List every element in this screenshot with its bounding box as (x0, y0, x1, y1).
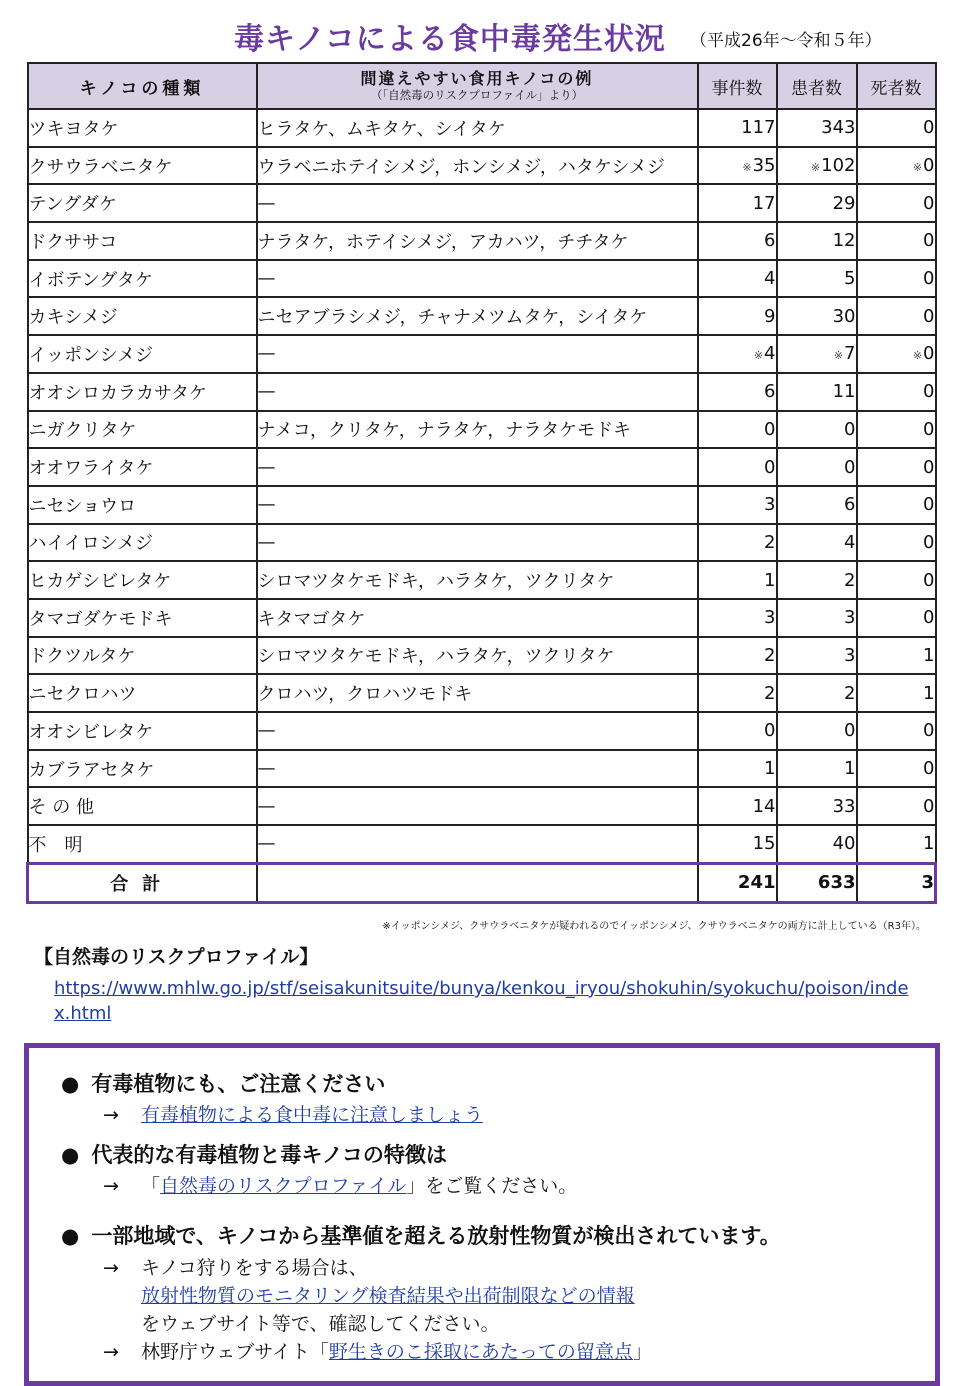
patients-cell: 40 (777, 825, 857, 863)
page-subtitle: （平成26年～令和５年） (690, 31, 882, 51)
edible-example-cell: シロマツタケモドキ，ハラタケ，ツクリタケ (257, 561, 698, 599)
table-row (28, 184, 936, 222)
patients-cell: 2 (777, 561, 857, 599)
incidents-cell: 0 (698, 712, 777, 750)
mushroom-name-cell: タマゴダケモドキ (28, 599, 257, 637)
incidents-cell: 4 (698, 260, 777, 298)
mushroom-name-cell: イボテングタケ (28, 260, 257, 298)
notice-bullet-1: ● 有毒植物にも、ご注意ください (61, 1072, 386, 1096)
table-row (28, 524, 936, 562)
deaths-cell: ※0 (857, 147, 936, 185)
patients-cell: 0 (777, 411, 857, 449)
mushroom-name-cell: オオシロカラカサタケ (28, 373, 257, 411)
header-patients: 患者数 (777, 63, 857, 109)
incidents-cell: 0 (698, 448, 777, 486)
forestry-agency-link[interactable]: 野生きのこ採取にあたっての留意点 (328, 1341, 633, 1363)
table-row (28, 599, 936, 637)
incidents-cell: 6 (698, 373, 777, 411)
risk-profile-link[interactable]: 自然毒のリスクプロファイル (160, 1175, 407, 1197)
patients-cell: 30 (777, 297, 857, 335)
edible-example-cell: ナメコ，クリタケ，ナラタケ，ナラタケモドキ (257, 411, 698, 449)
table-row (28, 750, 936, 788)
deaths-cell: 0 (857, 712, 936, 750)
arrow-icon: → (103, 1257, 119, 1279)
patients-cell: 12 (777, 222, 857, 260)
edible-example-cell: — (257, 712, 698, 750)
notice-sub-2: → 「自然毒のリスクプロファイル」をご覧ください。 (103, 1175, 578, 1197)
mushroom-name-cell: ニセクロハツ (28, 674, 257, 712)
table-row (28, 411, 936, 449)
notice-sub-3: → キノコ狩りをする場合は、 (103, 1257, 368, 1279)
mushroom-name-cell: ニガクリタケ (28, 411, 257, 449)
deaths-cell: 0 (857, 222, 936, 260)
edible-example-cell: — (257, 373, 698, 411)
table-row (28, 825, 936, 863)
table-row (28, 373, 936, 411)
table-row (28, 674, 936, 712)
edible-example-cell: ニセアブラシメジ，チャナメツムタケ，シイタケ (257, 297, 698, 335)
mushroom-name-cell: そ の 他 (28, 787, 257, 825)
deaths-cell: 0 (857, 184, 936, 222)
table-row (28, 637, 936, 675)
mushroom-name-cell: イッポンシメジ (28, 335, 257, 373)
edible-example-cell: — (257, 335, 698, 373)
total-label-cell: 合計 (28, 863, 257, 902)
table-row (28, 147, 936, 185)
patients-cell: 5 (777, 260, 857, 298)
arrow-icon: → (103, 1175, 119, 1197)
page-title: 毒キノコによる食中毒発生状況 (234, 22, 666, 57)
table-row (28, 712, 936, 750)
incidents-cell: 117 (698, 109, 777, 147)
patients-cell: 3 (777, 599, 857, 637)
mushroom-name-cell: ニセショウロ (28, 486, 257, 524)
notice-bullet-2: ● 代表的な有毒植物と毒キノコの特徴は (61, 1143, 447, 1167)
radiation-info-link-line (141, 1281, 635, 1308)
mushroom-name-cell: クサウラベニタケ (28, 147, 257, 185)
table-row (28, 335, 936, 373)
incidents-cell: 3 (698, 486, 777, 524)
deaths-cell: 0 (857, 561, 936, 599)
table-row (28, 222, 936, 260)
incidents-cell: 2 (698, 637, 777, 675)
incidents-cell: ※4 (698, 335, 777, 373)
deaths-cell: 1 (857, 825, 936, 863)
incidents-cell: 2 (698, 524, 777, 562)
patients-cell: ※102 (777, 147, 857, 185)
bullet-icon: ● (61, 1143, 80, 1167)
incidents-cell: 15 (698, 825, 777, 863)
incidents-cell: 0 (698, 411, 777, 449)
edible-example-cell: — (257, 260, 698, 298)
mushroom-name-cell: ドクササコ (28, 222, 257, 260)
patients-cell: 11 (777, 373, 857, 411)
arrow-icon: → (103, 1104, 119, 1126)
note-mark: ※ (833, 349, 844, 363)
patients-cell: 2 (777, 674, 857, 712)
incidents-cell: 17 (698, 184, 777, 222)
patients-cell: 3 (777, 637, 857, 675)
mushroom-name-cell: カブラアセタケ (28, 750, 257, 788)
edible-example-cell: — (257, 787, 698, 825)
deaths-cell: 0 (857, 373, 936, 411)
mushroom-name-cell: ツキヨタケ (28, 109, 257, 147)
total-patients-cell: 633 (777, 863, 857, 902)
mushroom-name-cell: オオシビレタケ (28, 712, 257, 750)
edible-example-cell: — (257, 184, 698, 222)
table-row (28, 561, 936, 599)
note-mark: ※ (912, 161, 923, 175)
notice-bullet-3: ● 一部地域で、キノコから基準値を超える放射性物質が検出されています。 (61, 1224, 781, 1248)
deaths-cell: 0 (857, 448, 936, 486)
table-footnote: ※イッポンシメジ、クサウラベニタケが疑われるのでイッポンシメジ、クサウラベニタケの両方に計上している（R3年）。 (382, 921, 926, 932)
deaths-cell: 0 (857, 524, 936, 562)
mushroom-name-cell: カキシメジ (28, 297, 257, 335)
header-mushroom-type: キノコの種類 (28, 63, 257, 109)
header (0, 14, 960, 58)
bullet-icon: ● (61, 1224, 80, 1248)
table-row (28, 109, 936, 147)
notice-sub-4: → 林野庁ウェブサイト「野生きのこ採取にあたっての留意点」 (103, 1341, 652, 1363)
edible-example-cell: シロマツタケモドキ，ハラタケ，ツクリタケ (257, 637, 698, 675)
note-mark: ※ (753, 349, 764, 363)
note-mark: ※ (742, 161, 752, 175)
poisoning-table (26, 62, 937, 904)
mushroom-name-cell: オオワライタケ (28, 448, 257, 486)
deaths-cell: 1 (857, 674, 936, 712)
edible-example-cell: ウラベニホテイシメジ，ホンシメジ，ハタケシメジ (257, 147, 698, 185)
table-row (28, 260, 936, 298)
edible-example-cell: クロハツ，クロハツモドキ (257, 674, 698, 712)
risk-profile-url-link[interactable]: https://www.mhlw.go.jp/stf/seisakunitsuite/bunya/kenkou_iryou/shokuhin/syokuchu/poison/index.html (54, 978, 909, 1024)
table-row (28, 297, 936, 335)
patients-cell: 1 (777, 750, 857, 788)
incidents-cell: 1 (698, 750, 777, 788)
mushroom-name-cell: ドクツルタケ (28, 637, 257, 675)
deaths-cell: 0 (857, 411, 936, 449)
header-edible-examples: 間違えやすい食用キノコの例 （「自然毒のリスクプロファイル」より） (257, 63, 698, 109)
deaths-cell: 0 (857, 109, 936, 147)
incidents-cell: 9 (698, 297, 777, 335)
deaths-cell: 0 (857, 297, 936, 335)
patients-cell: 4 (777, 524, 857, 562)
edible-example-cell: — (257, 825, 698, 863)
deaths-cell: 1 (857, 637, 936, 675)
total-blank-cell (257, 863, 698, 902)
patients-cell: ※7 (777, 335, 857, 373)
toxic-plants-link[interactable]: 有毒植物による食中毒に注意しましょう (141, 1104, 484, 1126)
mushroom-name-cell: ヒカゲシビレタケ (28, 561, 257, 599)
mushroom-name-cell: テングダケ (28, 184, 257, 222)
patients-cell: 343 (777, 109, 857, 147)
deaths-cell: 0 (857, 260, 936, 298)
radiation-info-link[interactable]: 放射性物質のモニタリング検査結果や出荷制限などの情報 (141, 1285, 635, 1307)
deaths-cell: 0 (857, 599, 936, 637)
total-incidents-cell: 241 (698, 863, 777, 902)
table-row (28, 486, 936, 524)
table-header-row (28, 63, 936, 109)
patients-cell: 33 (777, 787, 857, 825)
incidents-cell: ※35 (698, 147, 777, 185)
arrow-icon: → (103, 1341, 119, 1363)
deaths-cell: ※0 (857, 335, 936, 373)
patients-cell: 0 (777, 448, 857, 486)
mushroom-name-cell: ハイイロシメジ (28, 524, 257, 562)
total-row (28, 863, 936, 902)
bullet-icon: ● (61, 1072, 80, 1096)
incidents-cell: 1 (698, 561, 777, 599)
incidents-cell: 2 (698, 674, 777, 712)
notice-sub-3-text: をウェブサイト等で、確認してください。 (141, 1313, 500, 1335)
total-deaths-cell: 3 (857, 863, 936, 902)
edible-example-cell: — (257, 448, 698, 486)
edible-example-cell: — (257, 486, 698, 524)
incidents-cell: 14 (698, 787, 777, 825)
incidents-cell: 6 (698, 222, 777, 260)
deaths-cell: 0 (857, 787, 936, 825)
note-mark: ※ (912, 349, 923, 363)
edible-example-cell: — (257, 524, 698, 562)
notice-sub-1 (103, 1100, 483, 1127)
deaths-cell: 0 (857, 486, 936, 524)
patients-cell: 0 (777, 712, 857, 750)
edible-example-cell: ヒラタケ、ムキタケ、シイタケ (257, 109, 698, 147)
patients-cell: 6 (777, 486, 857, 524)
note-mark: ※ (810, 161, 821, 175)
table-row (28, 787, 936, 825)
header-incidents: 事件数 (698, 63, 777, 109)
mushroom-name-cell: 不 明 (28, 825, 257, 863)
patients-cell: 29 (777, 184, 857, 222)
edible-example-cell: キタマゴタケ (257, 599, 698, 637)
incidents-cell: 3 (698, 599, 777, 637)
deaths-cell: 0 (857, 750, 936, 788)
notice-box (24, 1043, 940, 1386)
risk-profile-heading: 【自然毒のリスクプロファイル】 (34, 946, 319, 968)
header-deaths: 死者数 (857, 63, 936, 109)
edible-example-cell: ナラタケ，ホテイシメジ，アカハツ，チチタケ (257, 222, 698, 260)
edible-example-cell: — (257, 750, 698, 788)
table-row (28, 448, 936, 486)
